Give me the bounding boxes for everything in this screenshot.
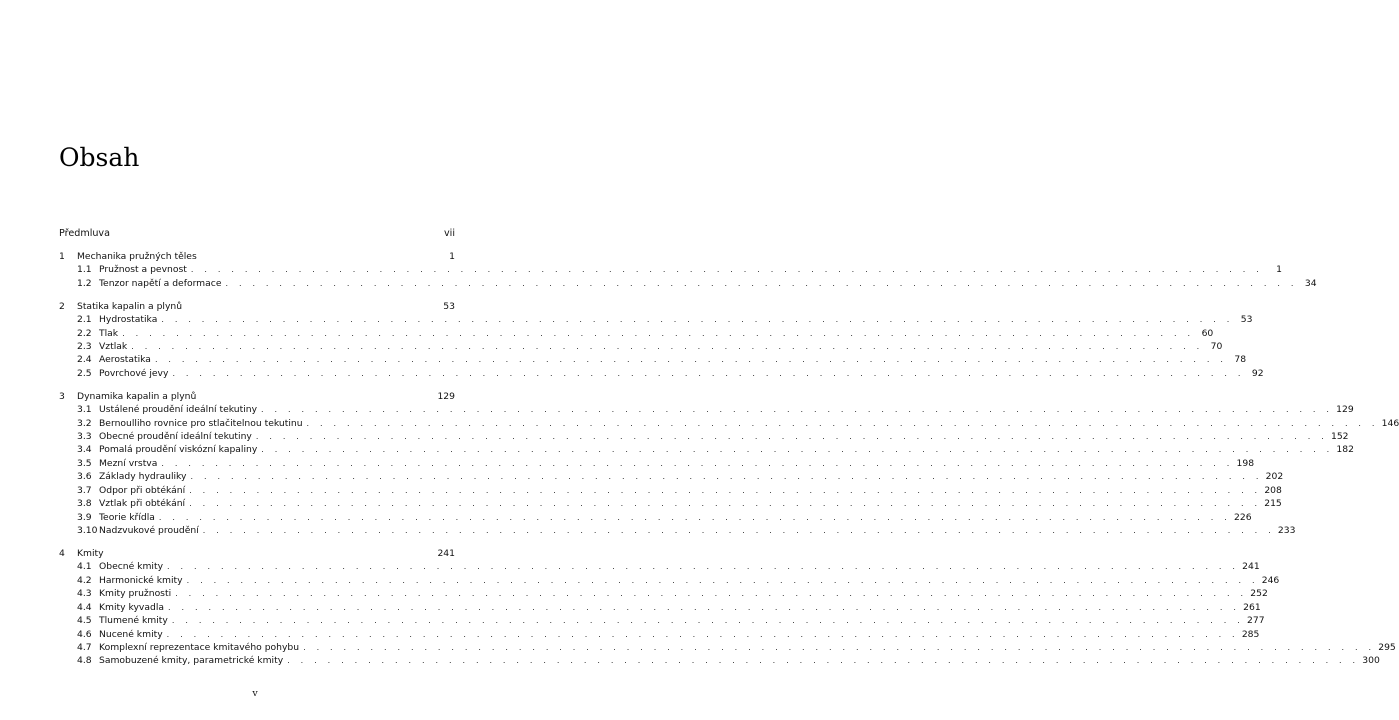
toc-section-number: 3.2: [77, 417, 92, 429]
toc-dot-leader: . . . . . . . . . . . . . . . . . . . . . . . . . . . . . . . . . . . . . . . . . . . . . . . . . . . . . . . . . . . . . . . . . . . . . . . . . . . . . . . .: [166, 629, 1239, 639]
toc-dot-leader: . . . . . . . . . . . . . . . . . . . . . . . . . . . . . . . . . . . . . . . . . . . . . . . . . . . . . . . . . . . . . . . . . . . . . . . . . . . . . . . .: [161, 458, 1234, 468]
toc-section-row[interactable]: [59, 340, 1223, 353]
toc-section-page: 252: [1250, 588, 1268, 600]
toc-chapter-label: Mechanika pružných těles: [77, 251, 197, 262]
toc-section-number: 3.10: [77, 525, 98, 537]
toc-section-page: 208: [1264, 484, 1282, 496]
toc-chapter-page: 129: [437, 390, 455, 402]
toc-section-row[interactable]: [59, 641, 1396, 654]
toc-section-row[interactable]: [59, 403, 1354, 416]
toc-section-row[interactable]: [59, 497, 1282, 510]
toc-section-page: 182: [1336, 444, 1354, 456]
toc-dot-leader: . . . . . . . . . . . . . . . . . . . . . . . . . . . . . . . . . . . . . . . . . . . . . . . . . . . . . . . . . . . . . . . . . . . . . . . . . . . . . . . .: [154, 355, 1228, 365]
toc-section-row[interactable]: [59, 367, 1264, 380]
toc-section-page: 246: [1261, 574, 1280, 586]
toc-dot-leader: . . . . . . . . . . . . . . . . . . . . . . . . . . . . . . . . . . . . . . . . . . . . . . . . . . . . . . . . . . . . . . . . . . . . . . . . . . . . . . . .: [287, 656, 1360, 666]
toc-section-number: 2.3: [77, 341, 92, 353]
toc-dot-leader: . . . . . . . . . . . . . . . . . . . . . . . . . . . . . . . . . . . . . . . . . . . . . . . . . . . . . . . . . . . . . . . . . . . . . . . . . . . . . . . .: [122, 328, 1195, 338]
toc-dot-leader: . . . . . . . . . . . . . . . . . . . . . . . . . . . . . . . . . . . . . . . . . . . . . . . . . . . . . . . . . . . . . . . . . . . . . . . . . . . . . . . .: [255, 432, 1328, 442]
toc-chapter-number: 4: [59, 547, 65, 559]
toc-section-label: Povrchové jevy: [99, 367, 169, 379]
toc-section-row[interactable]: [59, 443, 1354, 456]
toc-section-row[interactable]: [59, 628, 1260, 641]
toc-section-page: 215: [1264, 498, 1282, 510]
toc-chapter-label: Kmity: [77, 547, 104, 559]
toc-section-label: Ustálené proudění ideální tekutiny: [99, 404, 258, 416]
toc-section-page: 300: [1362, 655, 1380, 667]
toc-dot-leader: . . . . . . . . . . . . . . . . . . . . . . . . . . . . . . . . . . . . . . . . . . . . . . . . . . . . . . . . . . . . . . . . . . . . . . . . . . . . . . . .: [261, 405, 1334, 415]
toc-section-number: 3.1: [77, 404, 92, 416]
toc-section-label: Bernoulliho rovnice pro stlačitelnou tekutinu: [99, 417, 303, 429]
toc-section-row[interactable]: [59, 263, 1283, 276]
toc-dot-leader: . . . . . . . . . . . . . . . . . . . . . . . . . . . . . . . . . . . . . . . . . . . . . . . . . . . . . . . . . . . . . . . . . . . . . . . . . . . . . . . .: [167, 562, 1240, 572]
toc-section-label: Vztlak: [99, 341, 128, 353]
toc-section-label: Samobuzené kmity, parametrické kmity: [99, 655, 284, 667]
toc-section-label: Komplexní reprezentace kmitavého pohybu: [99, 641, 300, 653]
toc-chapter-number: 3: [59, 390, 65, 402]
toc-section-number: 2.1: [77, 314, 92, 326]
toc-chapter-row[interactable]: [59, 250, 455, 263]
toc-dot-leader: . . . . . . . . . . . . . . . . . . . . . . . . . . . . . . . . . . . . . . . . . . . . . . . . . . . . . . . . . . . . . . . . . . . . . . . . . . . . . . . .: [190, 265, 1264, 275]
toc-dot-leader: . . . . . . . . . . . . . . . . . . . . . . . . . . . . . . . . . . . . . . . . . . . . . . . . . . . . . . . . . . . . . . . . . . . . . . . . . . . . . . . .: [131, 342, 1204, 352]
toc-section-number: 2.2: [77, 327, 92, 339]
toc-section-row[interactable]: [59, 313, 1253, 326]
toc-section-page: 202: [1265, 471, 1284, 483]
toc-dot-leader: . . . . . . . . . . . . . . . . . . . . . . . . . . . . . . . . . . . . . . . . . . . . . . . . . . . . . . . . . . . . . . . . . . . . . . . . . . . . . . . .: [158, 512, 1232, 522]
toc-section-number: 1.1: [77, 264, 92, 276]
toc-chapter-page: 241: [437, 547, 455, 559]
toc-section-page: 233: [1277, 525, 1296, 537]
toc-section-row[interactable]: [59, 587, 1268, 600]
toc-section-page: 261: [1243, 601, 1261, 613]
toc-section-page: 53: [1240, 314, 1253, 326]
toc-chapter-row[interactable]: [59, 547, 455, 560]
toc-section-number: 4.8: [77, 655, 92, 667]
toc-section-row[interactable]: [59, 524, 1296, 537]
toc-section-page: 241: [1242, 561, 1260, 573]
toc-dot-leader: . . . . . . . . . . . . . . . . . . . . . . . . . . . . . . . . . . . . . . . . . . . . . . . . . . . . . . . . . . . . . . . . . . . . . . . . . . . . . . . .: [306, 418, 1379, 428]
toc-section-row[interactable]: [59, 470, 1284, 483]
toc-chapter-page: 1: [449, 251, 455, 262]
toc-section-label: Kmity kyvadla: [99, 601, 164, 613]
toc-section-number: 2.5: [77, 367, 92, 379]
toc-section-page: 146: [1381, 417, 1399, 429]
toc-section-number: 3.5: [77, 457, 92, 469]
toc-section-row[interactable]: [59, 560, 1260, 573]
toc-dot-leader: . . . . . . . . . . . . . . . . . . . . . . . . . . . . . . . . . . . . . . . . . . . . . . . . . . . . . . . . . . . . . . . . . . . . . . . . . . . . . . . .: [171, 616, 1244, 626]
toc-section-label: Pružnost a pevnost: [99, 264, 187, 276]
toc-section-number: 4.3: [77, 588, 92, 600]
toc-section-page: 226: [1234, 511, 1252, 523]
toc-dot-leader: . . . . . . . . . . . . . . . . . . . . . . . . . . . . . . . . . . . . . . . . . . . . . . . . . . . . . . . . . . . . . . . . . . . . . . . . . . . . . . . .: [161, 315, 1234, 325]
toc-section-label: Aerostatika: [99, 354, 151, 366]
toc-section-number: 3.7: [77, 484, 92, 496]
toc-section-label: Obecné kmity: [99, 561, 164, 573]
toc-section-page: 129: [1336, 404, 1354, 416]
toc-chapter-label: Statika kapalin a plynů: [77, 300, 183, 312]
toc-dot-leader: . . . . . . . . . . . . . . . . . . . . . . . . . . . . . . . . . . . . . . . . . . . . . . . . . . . . . . . . . . . . . . . . . . . . . . . . . . . . . . . .: [189, 485, 1262, 495]
toc-section-row[interactable]: [59, 484, 1282, 497]
toc-section-row[interactable]: [59, 511, 1252, 524]
toc-section-page: 1: [1276, 264, 1283, 276]
toc-section-row[interactable]: [59, 417, 1399, 430]
toc-section-row[interactable]: [59, 614, 1265, 627]
toc-section-row[interactable]: [59, 457, 1255, 470]
toc-chapter-number: 2: [59, 300, 65, 312]
toc-section-number: 3.6: [77, 471, 92, 483]
toc-section-number: 4.2: [77, 574, 92, 586]
toc-section-number: 4.6: [77, 628, 92, 640]
toc-section-number: 4.4: [77, 601, 92, 613]
toc-section-label: Vztlak při obtékání: [99, 498, 186, 510]
toc-section-number: 3.8: [77, 498, 92, 510]
toc-chapter-label: Dynamika kapalin a plynů: [77, 390, 197, 402]
toc-section-label: Pomalá proudění viskózní kapaliny: [99, 444, 258, 456]
toc-section-row[interactable]: [59, 327, 1214, 340]
toc-dot-leader: . . . . . . . . . . . . . . . . . . . . . . . . . . . . . . . . . . . . . . . . . . . . . . . . . . . . . . . . . . . . . . . . . . . . . . . . . . . . . . . .: [261, 445, 1334, 455]
toc-section-row[interactable]: [59, 430, 1349, 443]
toc-section-row[interactable]: [59, 574, 1280, 587]
toc-chapter-row[interactable]: [59, 300, 455, 313]
toc-section-number: 4.1: [77, 561, 92, 573]
toc-section-label: Nadzvukové proudění: [99, 525, 199, 537]
toc-section-row[interactable]: [59, 353, 1247, 366]
toc-section-label: Hydrostatika: [99, 314, 158, 326]
toc-preface-label: Předmluva: [59, 228, 110, 239]
toc-section-page: 295: [1378, 641, 1396, 653]
toc-chapter-row[interactable]: [59, 390, 455, 403]
toc-section-label: Tlak: [99, 327, 119, 339]
toc-section-label: Základy hydrauliky: [99, 471, 187, 483]
toc-section-page: 60: [1201, 327, 1214, 339]
toc-section-page: 277: [1247, 615, 1265, 627]
toc-dot-leader: . . . . . . . . . . . . . . . . . . . . . . . . . . . . . . . . . . . . . . . . . . . . . . . . . . . . . . . . . . . . . . . . . . . . . . . . . . . . . . . .: [190, 472, 1263, 482]
toc-preface-page: vii: [443, 228, 455, 239]
toc-section-label: Tlumené kmity: [99, 615, 168, 627]
toc-section-row[interactable]: [59, 654, 1380, 667]
toc-section-number: 4.5: [77, 615, 92, 627]
toc-section-label: Mezní vrstva: [99, 457, 158, 469]
toc-section-label: Tenzor napětí a deformace: [99, 277, 222, 289]
toc-section-page: 92: [1251, 367, 1264, 379]
toc-section-label: Kmity pružnosti: [99, 588, 172, 600]
table-of-contents: [59, 226, 1399, 668]
toc-chapter-number: 1: [59, 251, 65, 262]
toc-dot-leader: . . . . . . . . . . . . . . . . . . . . . . . . . . . . . . . . . . . . . . . . . . . . . . . . . . . . . . . . . . . . . . . . . . . . . . . . . . . . . . . .: [225, 278, 1298, 288]
toc-section-label: Obecné proudění ideální tekutiny: [99, 431, 252, 443]
toc-section-row[interactable]: [59, 601, 1261, 614]
toc-section-page: 70: [1210, 341, 1223, 353]
toc-dot-leader: . . . . . . . . . . . . . . . . . . . . . . . . . . . . . . . . . . . . . . . . . . . . . . . . . . . . . . . . . . . . . . . . . . . . . . . . . . . . . . . .: [189, 499, 1262, 509]
toc-dot-leader: . . . . . . . . . . . . . . . . . . . . . . . . . . . . . . . . . . . . . . . . . . . . . . . . . . . . . . . . . . . . . . . . . . . . . . . . . . . . . . . .: [172, 368, 1245, 378]
toc-section-number: 3.9: [77, 511, 92, 523]
page-title: Obsah: [59, 143, 140, 172]
toc-chapter-page: 53: [443, 300, 455, 312]
toc-section-label: Harmonické kmity: [99, 574, 183, 586]
page-footer-number: v: [252, 688, 258, 699]
toc-section-row[interactable]: [59, 277, 1317, 290]
toc-section-number: 3.3: [77, 431, 92, 443]
toc-section-page: 198: [1236, 457, 1255, 469]
toc-dot-leader: . . . . . . . . . . . . . . . . . . . . . . . . . . . . . . . . . . . . . . . . . . . . . . . . . . . . . . . . . . . . . . . . . . . . . . . . . . . . . . . .: [168, 602, 1241, 612]
toc-preface-row[interactable]: [59, 226, 455, 241]
toc-dot-leader: . . . . . . . . . . . . . . . . . . . . . . . . . . . . . . . . . . . . . . . . . . . . . . . . . . . . . . . . . . . . . . . . . . . . . . . . . . . . . . . .: [303, 642, 1376, 652]
toc-section-label: Odpor při obtékání: [99, 484, 186, 496]
toc-section-number: 1.2: [77, 277, 92, 289]
toc-section-label: Nucené kmity: [99, 628, 163, 640]
toc-section-label: Teorie křídla: [99, 511, 155, 523]
toc-section-number: 3.4: [77, 444, 92, 456]
toc-dot-leader: . . . . . . . . . . . . . . . . . . . . . . . . . . . . . . . . . . . . . . . . . . . . . . . . . . . . . . . . . . . . . . . . . . . . . . . . . . . . . . . .: [202, 526, 1275, 536]
toc-section-number: 4.7: [77, 641, 92, 653]
toc-section-page: 152: [1330, 431, 1349, 443]
toc-section-number: 2.4: [77, 354, 92, 366]
toc-section-page: 78: [1234, 354, 1247, 366]
toc-dot-leader: . . . . . . . . . . . . . . . . . . . . . . . . . . . . . . . . . . . . . . . . . . . . . . . . . . . . . . . . . . . . . . . . . . . . . . . . . . . . . . . .: [186, 575, 1259, 585]
toc-dot-leader: . . . . . . . . . . . . . . . . . . . . . . . . . . . . . . . . . . . . . . . . . . . . . . . . . . . . . . . . . . . . . . . . . . . . . . . . . . . . . . . .: [175, 589, 1248, 599]
toc-section-page: 285: [1241, 628, 1260, 640]
toc-section-page: 34: [1304, 277, 1317, 289]
